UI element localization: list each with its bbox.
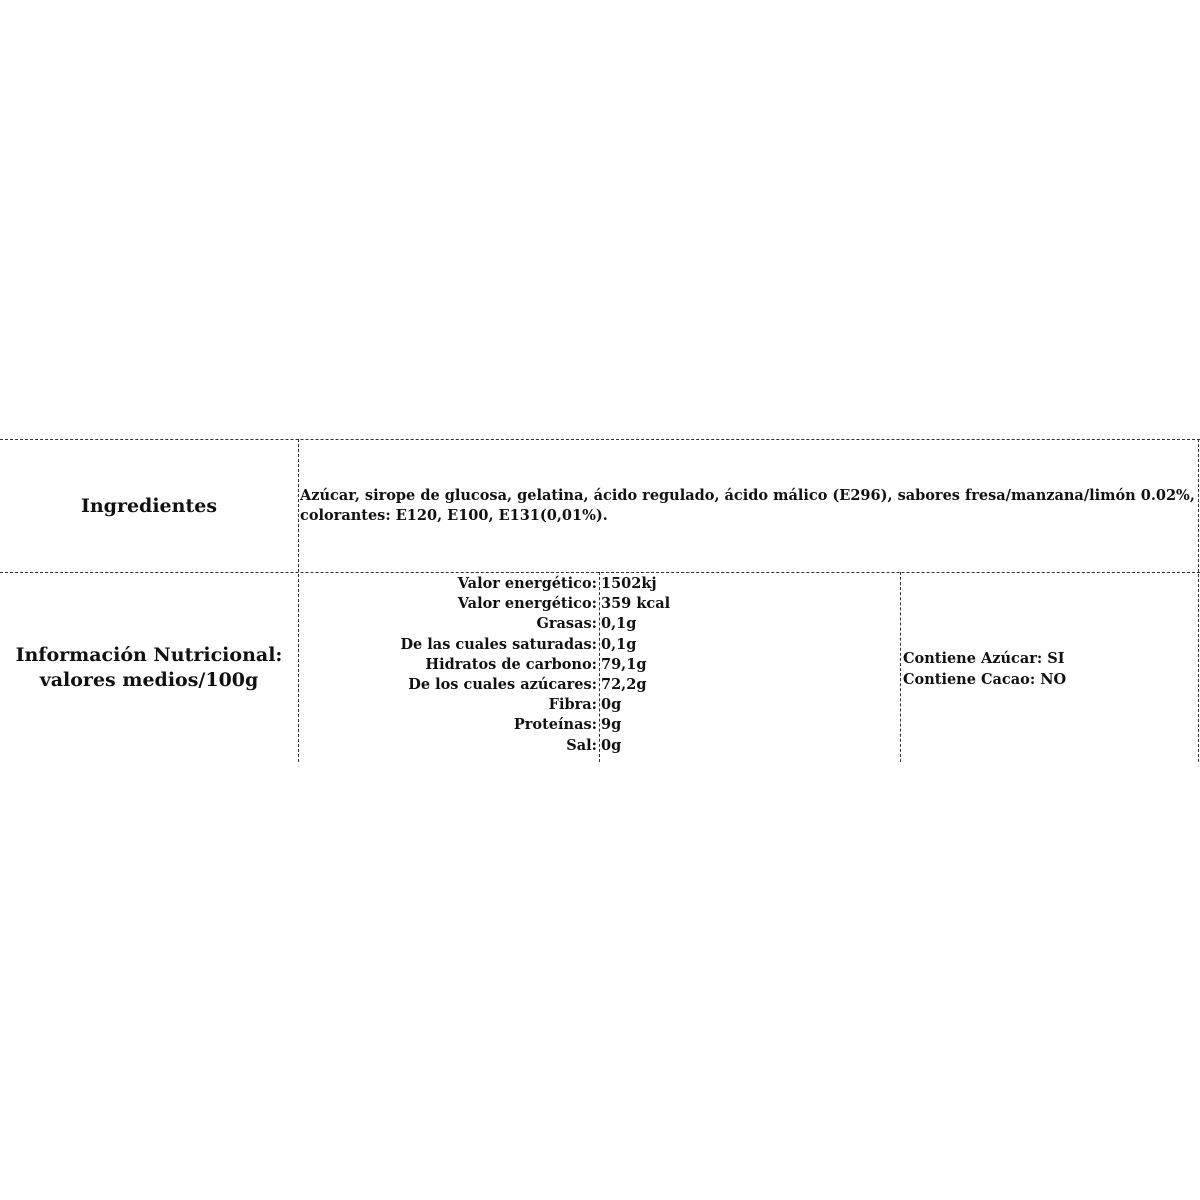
nutrient-value: 0g: [601, 736, 622, 754]
nutrient-name: De los cuales azúcares:: [408, 676, 597, 694]
nutrition-label-line: valores medios/100g: [39, 668, 259, 691]
ingredients-line: Azúcar, sirope de glucosa, gelatina, ácido regulado, ácido málico (E296), sabores fresa/manzana/limón 0.02%,: [300, 487, 1195, 504]
nutrient-value: 9g: [601, 716, 622, 734]
table-row: [300, 594, 901, 614]
table-row: [300, 715, 901, 735]
contains-cocoa: Contiene Cacao: NO: [903, 670, 1067, 688]
nutrient-value: 72,2g: [601, 676, 647, 694]
nutrition-table: [300, 574, 901, 756]
table-row: [300, 695, 901, 715]
column-divider-label: [298, 439, 299, 762]
nutrient-name: Grasas:: [536, 615, 597, 633]
nutrient-name: Valor energético:: [457, 575, 597, 592]
table-row: [300, 736, 901, 756]
nutrition-label-line: Información Nutricional:: [15, 643, 283, 666]
table-row: [300, 574, 901, 594]
nutrient-name: Fibra:: [548, 696, 597, 714]
table-row: [300, 614, 901, 634]
table-row: [300, 655, 901, 675]
nutrient-value: 79,1g: [601, 655, 647, 673]
nutrient-name: De las cuales saturadas:: [400, 635, 597, 653]
nutrient-name: Sal:: [566, 736, 597, 754]
ingredients-label-text: Ingredientes: [80, 494, 218, 517]
ingredients-list: [300, 486, 1195, 526]
nutrient-value: 0,1g: [601, 615, 637, 633]
nutrient-name: Hidratos de carbono:: [425, 655, 597, 673]
nutrient-value: 0g: [601, 696, 622, 714]
nutrient-value: 359 kcal: [601, 595, 671, 613]
contains-sugar: Contiene Azúcar: SI: [903, 650, 1065, 667]
table-row: [300, 675, 901, 695]
contains-flags: [903, 649, 1066, 690]
table-right-border: [1198, 439, 1199, 762]
ingredients-label: [0, 440, 298, 572]
nutrient-name: Valor energético:: [457, 595, 597, 613]
nutrient-name: Proteínas:: [513, 716, 597, 734]
ingredients-line: colorantes: E120, E100, E131(0,01%).: [300, 507, 608, 524]
table-row: [300, 635, 901, 655]
nutrient-value: 1502kj: [601, 575, 657, 592]
nutrition-label: [0, 573, 298, 762]
nutrient-value: 0,1g: [601, 635, 637, 653]
